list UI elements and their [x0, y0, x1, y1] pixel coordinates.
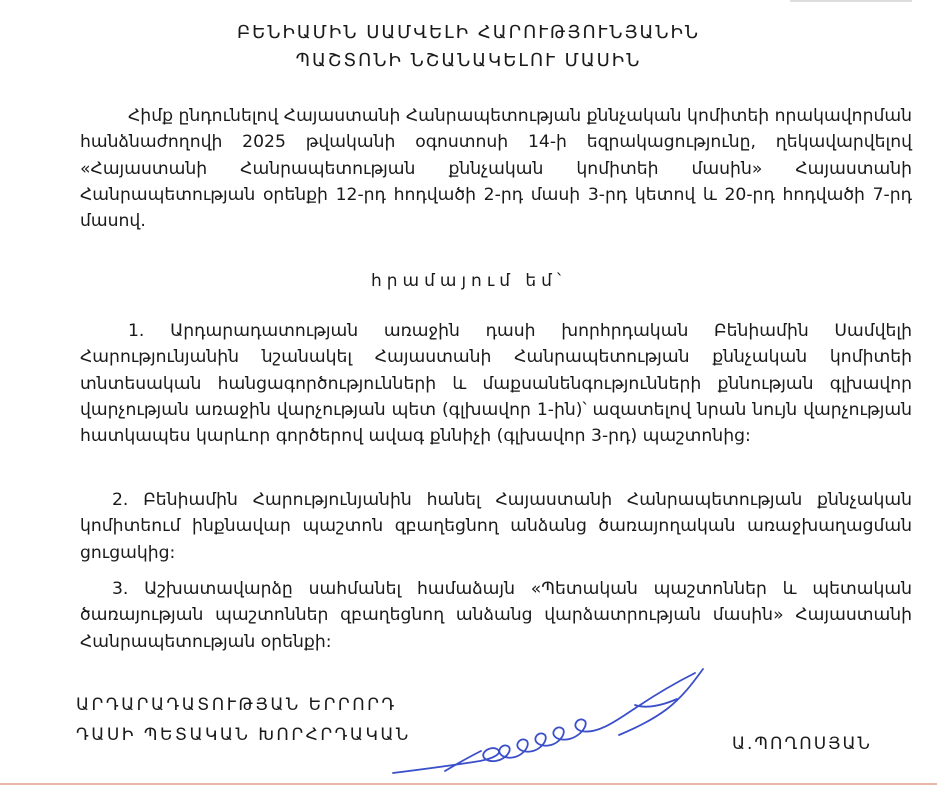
signatory-rank-line2: ԴԱՍԻ ՊԵՏԱԿԱՆ ԽՈՐՀՐԴԱԿԱՆ	[76, 725, 411, 745]
signatory-rank-line1: ԱՐԴԱՐԱԴԱՏՈՒԹՅԱՆ ԵՐՐՈՐԴ	[76, 695, 397, 715]
intro-paragraph: Հիմք ընդունելով Հայաստանի Հանրապետության քննչական կոմիտեի որակավորման հանձնաժողովի 2025 թվականի օգոստոսի 14-ի եզրակացությունը, ղեկավարվելով «Հայաստանի Հանրապետության քննչական կոմիտեի մասին» Հայաստանի Հանրապետության օրենքի 12-րդ հոդվածի 2-րդ մասի 3-րդ կետով և 20-րդ հոդվածի 7-րդ մասով.	[80, 106, 912, 232]
top-edge-mark	[0, 0, 937, 8]
item-3-paragraph: 3. Աշխատավարձը սահմանել համաձայն «Պետական պաշտոններ և պետական ծառայության պաշտոններ զբաղեցնող անձանց վարձատրության մասին» Հայաստանի Հանրապետության օրենքի:	[80, 579, 912, 652]
decree-heading: հրամայում եմ՝	[371, 271, 566, 291]
document-title-line2: ՊԱՇՏՈՆԻ ՆՇԱՆԱԿԵԼՈՒ ՄԱՍԻՆ	[295, 50, 642, 71]
item-2-paragraph: 2. Բենիամին Հարությունյանին հանել Հայաստանի Հանրապետության քննչական կոմիտեում ինքնավար պաշտոն զբաղեցնող անձանց ծառայողական առաջխաղացման ցուցակից:	[80, 490, 912, 563]
item-1-paragraph: 1. Արդարադատության առաջին դասի խորհրդական Բենիամին Սամվելի Հարությունյանին նշանակել Հայաստանի Հանրապետության քննչական կոմիտեի տնտեսական հանցագործությունների և մաքսանենգությունների քննության գլխավոր վարչության առաջին վարչության պետ (գլխավոր 1-ին)՝ ազատելով նրան նույն վարչության հատկապես կարևոր գործերով ավագ քննիչի (գլխավոր 3-րդ) պաշտոնից:	[80, 321, 912, 447]
signatory-rank	[76, 690, 411, 750]
handwritten-signature	[385, 665, 725, 780]
signatory-name: Ա.ՊՈՂՈՍՅԱՆ	[732, 734, 872, 754]
page-bottom-edge	[0, 783, 937, 785]
document-title-line1: ԲԵՆԻԱՄԻՆ ՍԱՄՎԵԼԻ ՀԱՐՈՒԹՅՈՒՆՅԱՆԻՆ	[236, 22, 701, 43]
